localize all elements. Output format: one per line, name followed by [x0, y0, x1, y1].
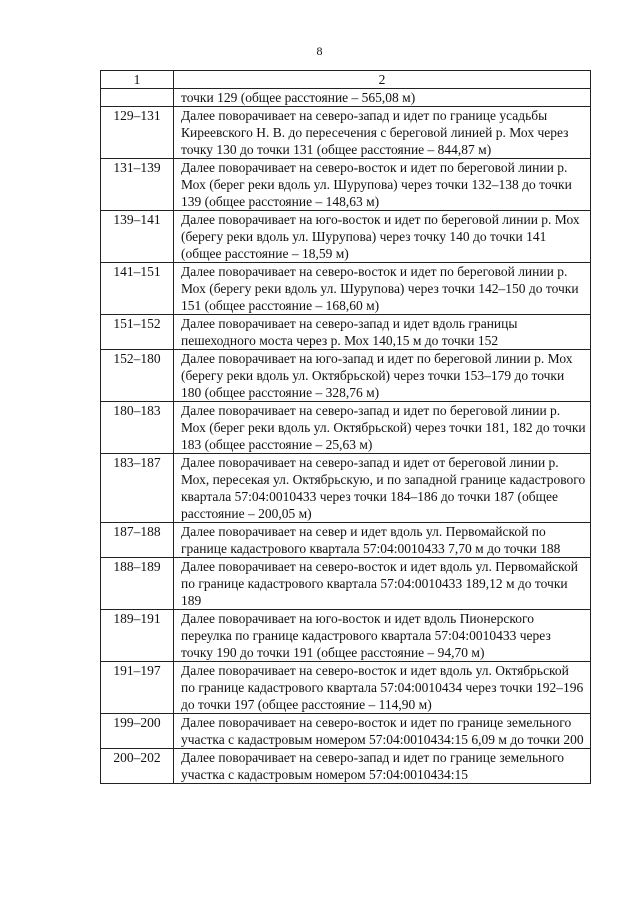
segment-cell: [101, 89, 174, 107]
description-cell: Далее поворачивает на север и идет вдоль ул. Первомайской по границе кадастрового квартала 57:04:0010433 7,70 м до точки 188: [174, 523, 591, 558]
segment-cell: 131–139: [101, 159, 174, 211]
page-number: 8: [316, 44, 323, 58]
segment-cell: 139–141: [101, 211, 174, 263]
description-cell: Далее поворачивает на северо-восток и идет по береговой линии р. Мох (берег реки вдоль ул. Шурупова) через точки 132–138 до точки 139 (общее расстояние – 148,63 м): [174, 159, 591, 211]
column-header-2: 2: [174, 71, 591, 89]
table-row: [101, 523, 591, 558]
description-cell: Далее поворачивает на северо-запад и идет по береговой линии р. Мох (берег реки вдоль ул. Октябрьской) через точки 181, 182 до точки 183 (общее расстояние – 25,63 м): [174, 402, 591, 454]
table-row: [101, 714, 591, 749]
table-row: [101, 610, 591, 662]
segment-cell: 191–197: [101, 662, 174, 714]
segment-cell: 152–180: [101, 350, 174, 402]
segment-cell: 129–131: [101, 107, 174, 159]
segment-cell: 189–191: [101, 610, 174, 662]
boundary-description-table: [100, 70, 591, 784]
description-cell: Далее поворачивает на северо-запад и идет вдоль границы пешеходного моста через р. Мох 140,15 м до точки 152: [174, 315, 591, 350]
column-header-1: 1: [101, 71, 174, 89]
table-row: [101, 211, 591, 263]
segment-cell: 199–200: [101, 714, 174, 749]
table-row: [101, 558, 591, 610]
description-cell: Далее поворачивает на северо-восток и идет вдоль ул. Первомайской по границе кадастрового квартала 57:04:0010433 189,12 м до точки 189: [174, 558, 591, 610]
description-cell: Далее поворачивает на северо-запад и идет по границе земельного участка с кадастровым номером 57:04:0010434:15: [174, 749, 591, 784]
table-row: [101, 89, 591, 107]
description-cell: Далее поворачивает на северо-запад и идет от береговой линии р. Мох, пересекая ул. Октябрьскую, и по западной границе кадастрового квартала 57:04:0010433 через точки 184–186 до точки 187 (общее расстояние – 200,05 м): [174, 454, 591, 523]
description-cell: Далее поворачивает на северо-восток и идет по границе земельного участка с кадастровым номером 57:04:0010434:15 6,09 м до точки 200: [174, 714, 591, 749]
description-cell: Далее поворачивает на северо-восток и идет по береговой линии р. Мох (берегу реки вдоль ул. Шурупова) через точки 142–150 до точки 151 (общее расстояние – 168,60 м): [174, 263, 591, 315]
table-row: [101, 263, 591, 315]
segment-cell: 200–202: [101, 749, 174, 784]
segment-cell: 151–152: [101, 315, 174, 350]
table-header-row: [101, 71, 591, 89]
description-cell: Далее поворачивает на юго-восток и идет по береговой линии р. Мох (берегу реки вдоль ул. Шурупова) через точку 140 до точки 141 (общее расстояние – 18,59 м): [174, 211, 591, 263]
table-row: [101, 454, 591, 523]
table-row: [101, 350, 591, 402]
table-row: [101, 159, 591, 211]
segment-cell: 141–151: [101, 263, 174, 315]
segment-cell: 183–187: [101, 454, 174, 523]
table-row: [101, 402, 591, 454]
table-row: [101, 662, 591, 714]
description-cell: Далее поворачивает на юго-запад и идет по береговой линии р. Мох (берегу реки вдоль ул. Октябрьской) через точки 153–179 до точки 180 (общее расстояние – 328,76 м): [174, 350, 591, 402]
description-cell: Далее поворачивает на северо-запад и идет по границе усадьбы Киреевского Н. В. до пересечения с береговой линией р. Мох через точку 130 до точки 131 (общее расстояние – 844,87 м): [174, 107, 591, 159]
table-row: [101, 107, 591, 159]
table-row: [101, 315, 591, 350]
description-cell: Далее поворачивает на юго-восток и идет вдоль Пионерского переулка по границе кадастрового квартала 57:04:0010433 через точку 190 до точки 191 (общее расстояние – 94,70 м): [174, 610, 591, 662]
table-row: [101, 749, 591, 784]
segment-cell: 180–183: [101, 402, 174, 454]
segment-cell: 188–189: [101, 558, 174, 610]
description-cell: точки 129 (общее расстояние – 565,08 м): [174, 89, 591, 107]
segment-cell: 187–188: [101, 523, 174, 558]
description-cell: Далее поворачивает на северо-восток и идет вдоль ул. Октябрьской по границе кадастрового квартала 57:04:0010434 через точки 192–196 до точки 197 (общее расстояние – 114,90 м): [174, 662, 591, 714]
